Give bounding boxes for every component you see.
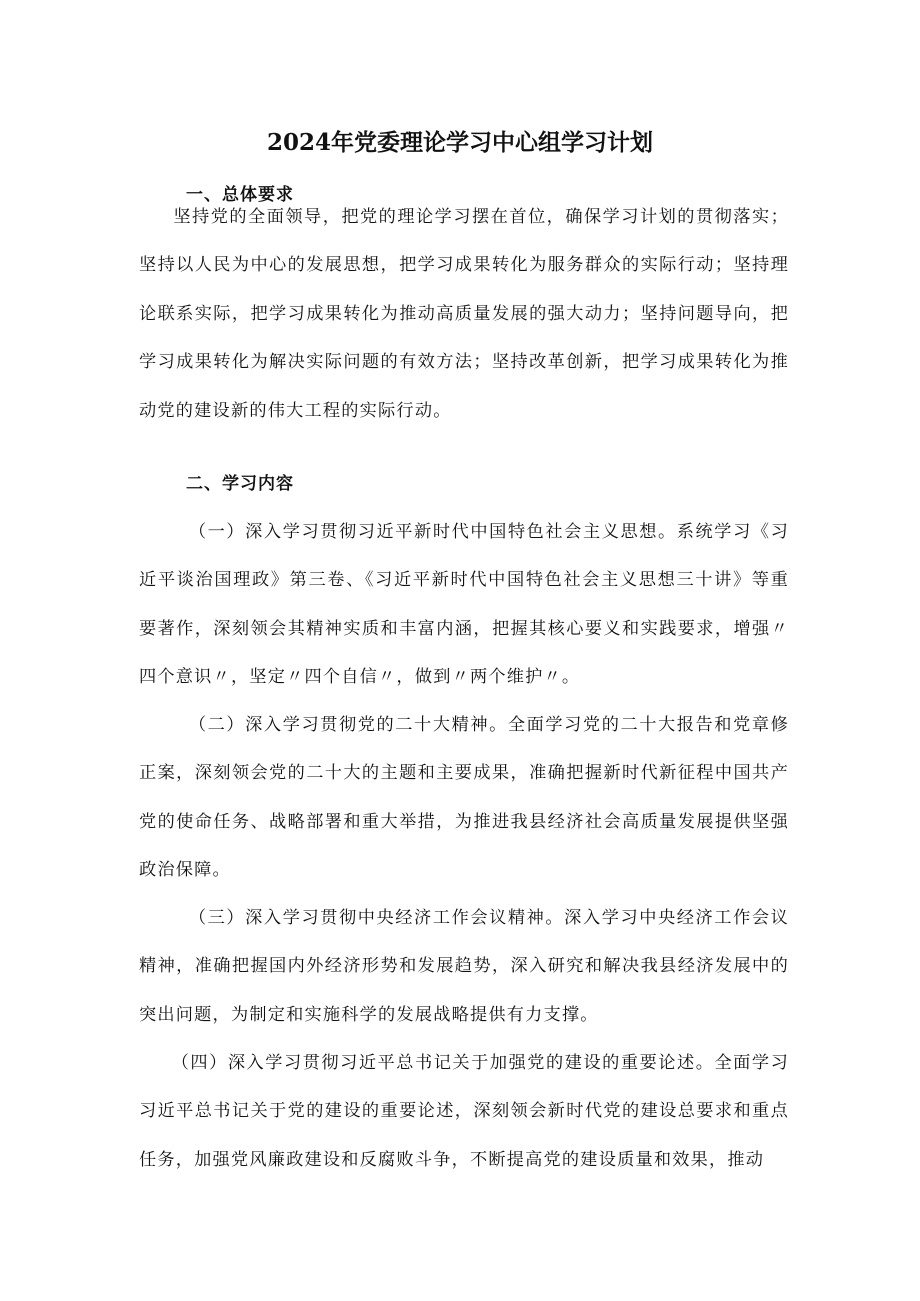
paragraph-study-item-3: （三）深入学习贯彻中央经济工作会议精神。深入学习中央经济工作会议精神，准确把握国内外经济形势和发展趋势，深入研究和解决我县经济发展中的突出问题，为制定和实施科学的发展战略提供有力支撑。 (139, 908, 789, 1025)
section-heading-general-requirements: 一、总体要求 (186, 185, 294, 205)
paragraph-study-item-2: （二）深入学习贯彻党的二十大精神。全面学习党的二十大报告和党章修正案，深刻领会党的二十大的主题和主要成果，准确把握新时代新征程中国共产党的使命任务、战略部署和重大举措，为推进我县经济社会高质量发展提供坚强政治保障。 (139, 715, 789, 881)
section-heading-study-content: 二、学习内容 (186, 474, 294, 494)
paragraph-general-requirements: 坚持党的全面领导，把党的理论学习摆在首位，确保学习计划的贯彻落实；坚持以人民为中心的发展思想，把学习成果转化为服务群众的实际行动；坚持理论联系实际，把学习成果转化为推动高质量发展的强大动力；坚持问题导向，把学习成果转化为解决实际问题的有效方法；坚持改革创新，把学习成果转化为推动党的建设新的伟大工程的实际行动。 (139, 207, 789, 421)
paragraph-study-item-4: （四）深入学习贯彻习近平总书记关于加强党的建设的重要论述。全面学习习近平总书记关于党的建设的重要论述，深刻领会新时代党的建设总要求和重点任务，加强党风廉政建设和反腐败斗争，不断提高党的建设质量和效果，推动 (139, 1053, 789, 1170)
document-title: 2024年党委理论学习中心组学习计划 (266, 129, 653, 156)
paragraph-study-item-1: （一）深入学习贯彻习近平新时代中国特色社会主义思想。系统学习《习近平谈治国理政》第三卷、《习近平新时代中国特色社会主义思想三十讲》等重要著作，深刻领会其精神实质和丰富内涵，把握其核心要义和实践要求，增强〃四个意识〃，坚定〃四个自信〃，做到〃两个维护〃。 (139, 522, 789, 688)
